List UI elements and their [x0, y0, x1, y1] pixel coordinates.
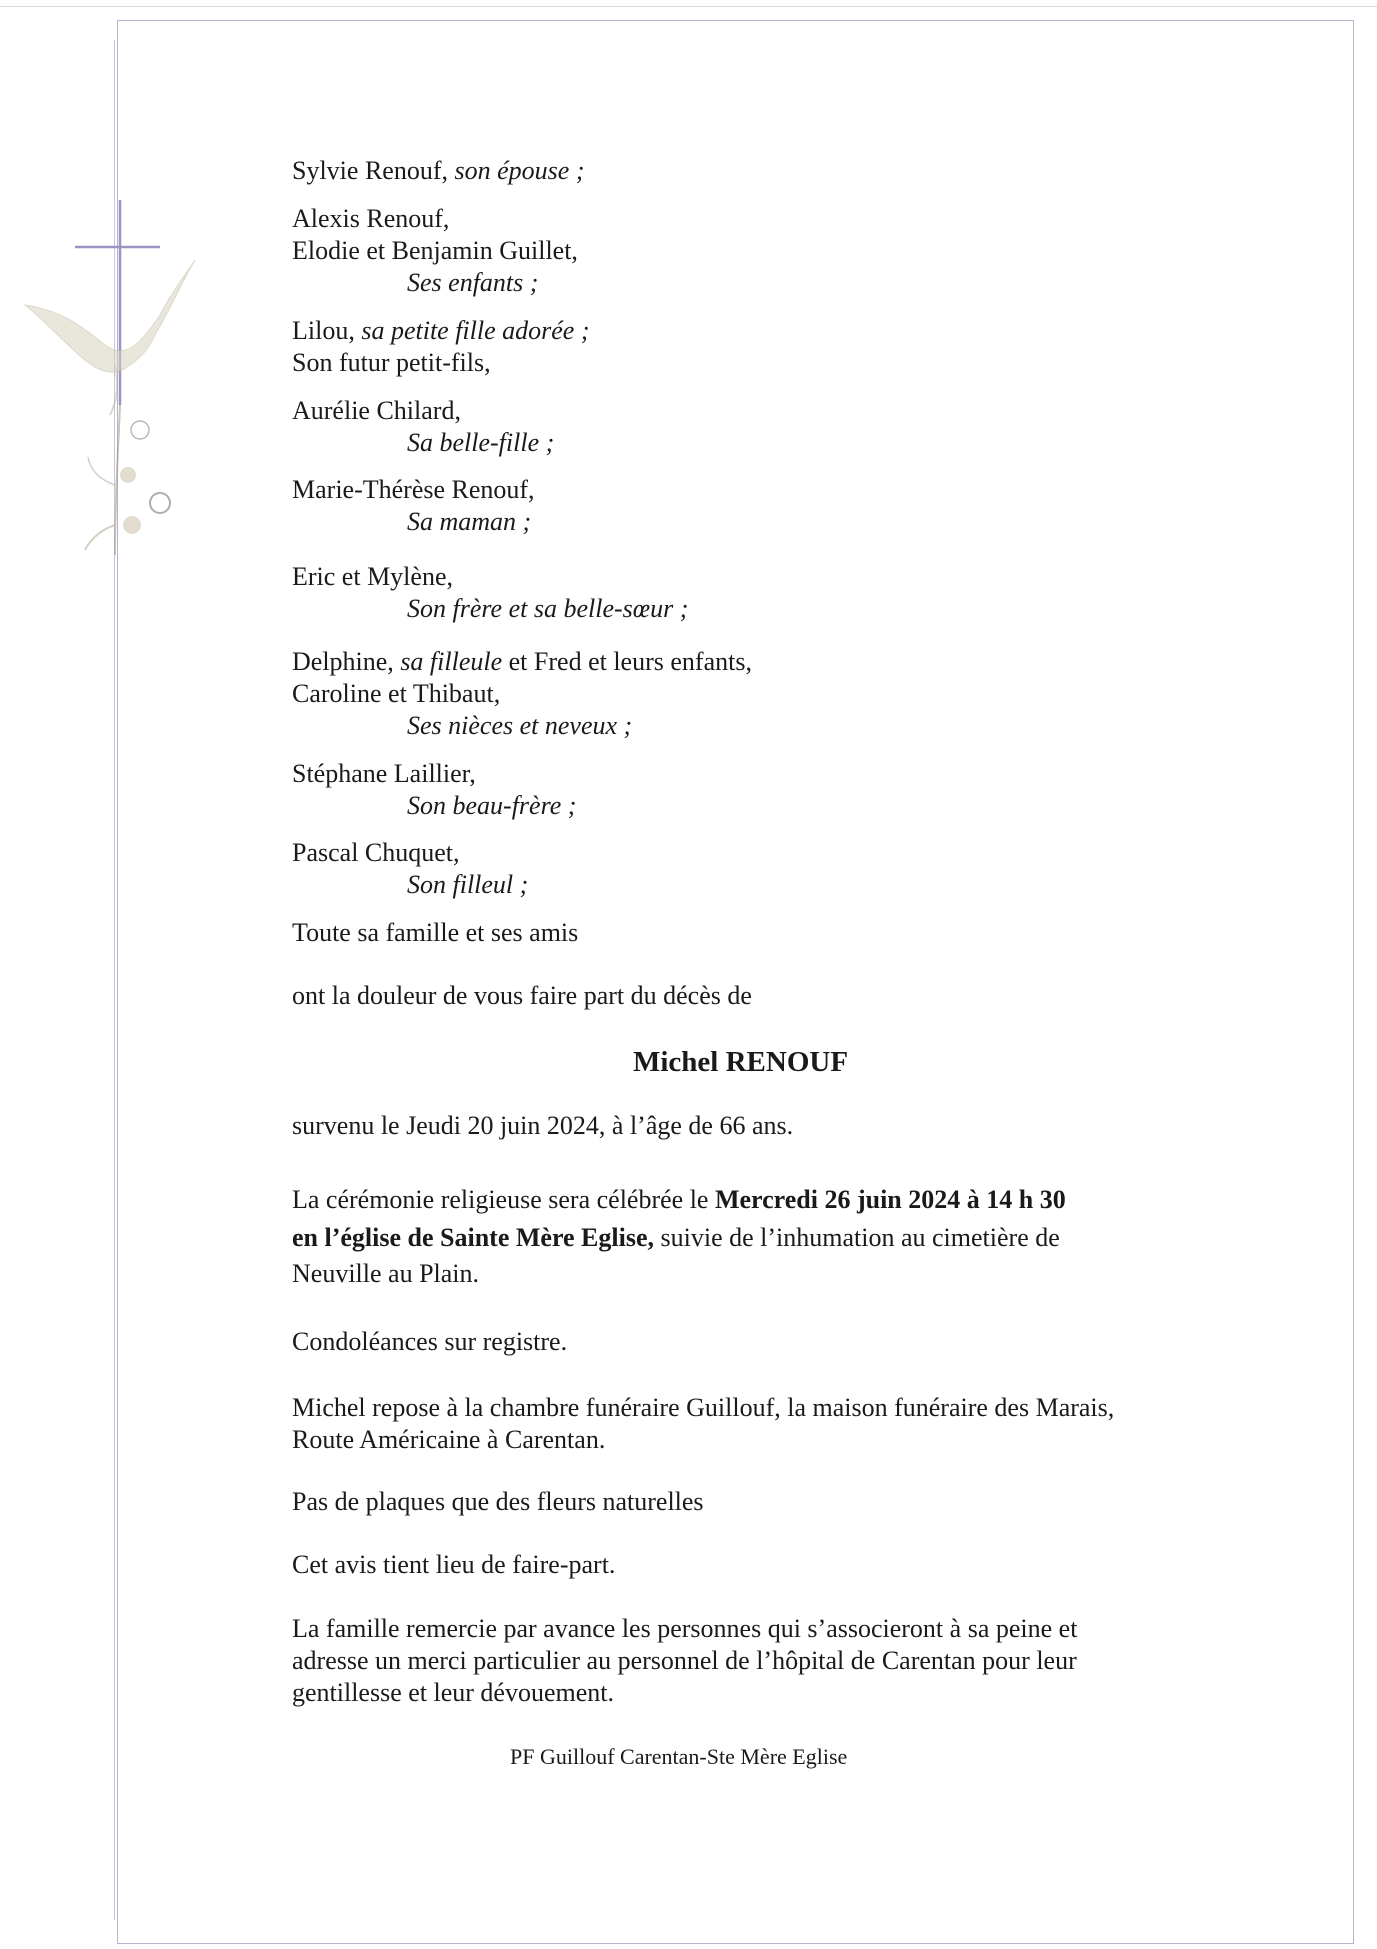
- line-famille: Toute sa famille et ses amis: [292, 918, 579, 947]
- line-remercie-1: La famille remercie par avance les personnes qui s’associeront à sa peine et: [292, 1614, 1078, 1643]
- line-eric: Eric et Mylène,: [292, 562, 453, 591]
- line-repose-2: Route Américaine à Carentan.: [292, 1425, 606, 1454]
- line-sylvie: Sylvie Renouf, son épouse ;: [292, 156, 585, 185]
- top-rule: [0, 6, 1377, 7]
- line-alexis: Alexis Renouf,: [292, 204, 450, 233]
- role-frere: Son frère et sa belle-sœur ;: [407, 594, 689, 623]
- line-elodie: Elodie et Benjamin Guillet,: [292, 236, 578, 265]
- line-condoleances: Condoléances sur registre.: [292, 1327, 568, 1356]
- line-survenu: survenu le Jeudi 20 juin 2024, à l’âge de 66 ans.: [292, 1111, 794, 1140]
- flower-stem-icon: [85, 405, 170, 555]
- role-beau-frere: Son beau-frère ;: [407, 791, 577, 820]
- deceased-name: Michel RENOUF: [633, 1046, 849, 1078]
- line-lilou: Lilou, sa petite fille adorée ;: [292, 316, 590, 345]
- line-ceremonie-3: Neuville au Plain.: [292, 1259, 480, 1288]
- line-remercie-3: gentillesse et leur dévouement.: [292, 1678, 615, 1707]
- role-enfants: Ses enfants ;: [407, 268, 539, 297]
- line-ceremonie-1: La cérémonie religieuse sera célébrée le Mercredi 26 juin 2024 à 14 h 30: [292, 1185, 1066, 1214]
- line-remercie-2: adresse un merci particulier au personnel de l’hôpital de Carentan pour leur: [292, 1646, 1077, 1675]
- role-maman: Sa maman ;: [407, 507, 532, 536]
- line-repose-1: Michel repose à la chambre funéraire Guillouf, la maison funéraire des Marais,: [292, 1393, 1115, 1422]
- line-avis: Cet avis tient lieu de faire-part.: [292, 1550, 616, 1579]
- line-delphine: Delphine, sa filleule et Fred et leurs enfants,: [292, 647, 752, 676]
- line-caroline: Caroline et Thibaut,: [292, 679, 501, 708]
- line-stephane: Stéphane Laillier,: [292, 759, 476, 788]
- line-petit-fils: Son futur petit-fils,: [292, 348, 491, 377]
- role-nieces: Ses nièces et neveux ;: [407, 711, 633, 740]
- line-douleur: ont la douleur de vous faire part du décès de: [292, 981, 752, 1010]
- line-aurelie: Aurélie Chilard,: [292, 396, 461, 425]
- dove-icon: [25, 260, 195, 415]
- role-filleul: Son filleul ;: [407, 870, 529, 899]
- line-pascal: Pascal Chuquet,: [292, 838, 460, 867]
- role-belle-fille: Sa belle-fille ;: [407, 428, 555, 457]
- line-marie-therese: Marie-Thérèse Renouf,: [292, 475, 535, 504]
- line-ceremonie-2: en l’église de Sainte Mère Eglise, suivie de l’inhumation au cimetière de: [292, 1223, 1060, 1252]
- signature: PF Guillouf Carentan-Ste Mère Eglise: [510, 1744, 848, 1769]
- line-fleurs: Pas de plaques que des fleurs naturelles: [292, 1487, 704, 1516]
- cross-dove-ornament: [20, 195, 205, 585]
